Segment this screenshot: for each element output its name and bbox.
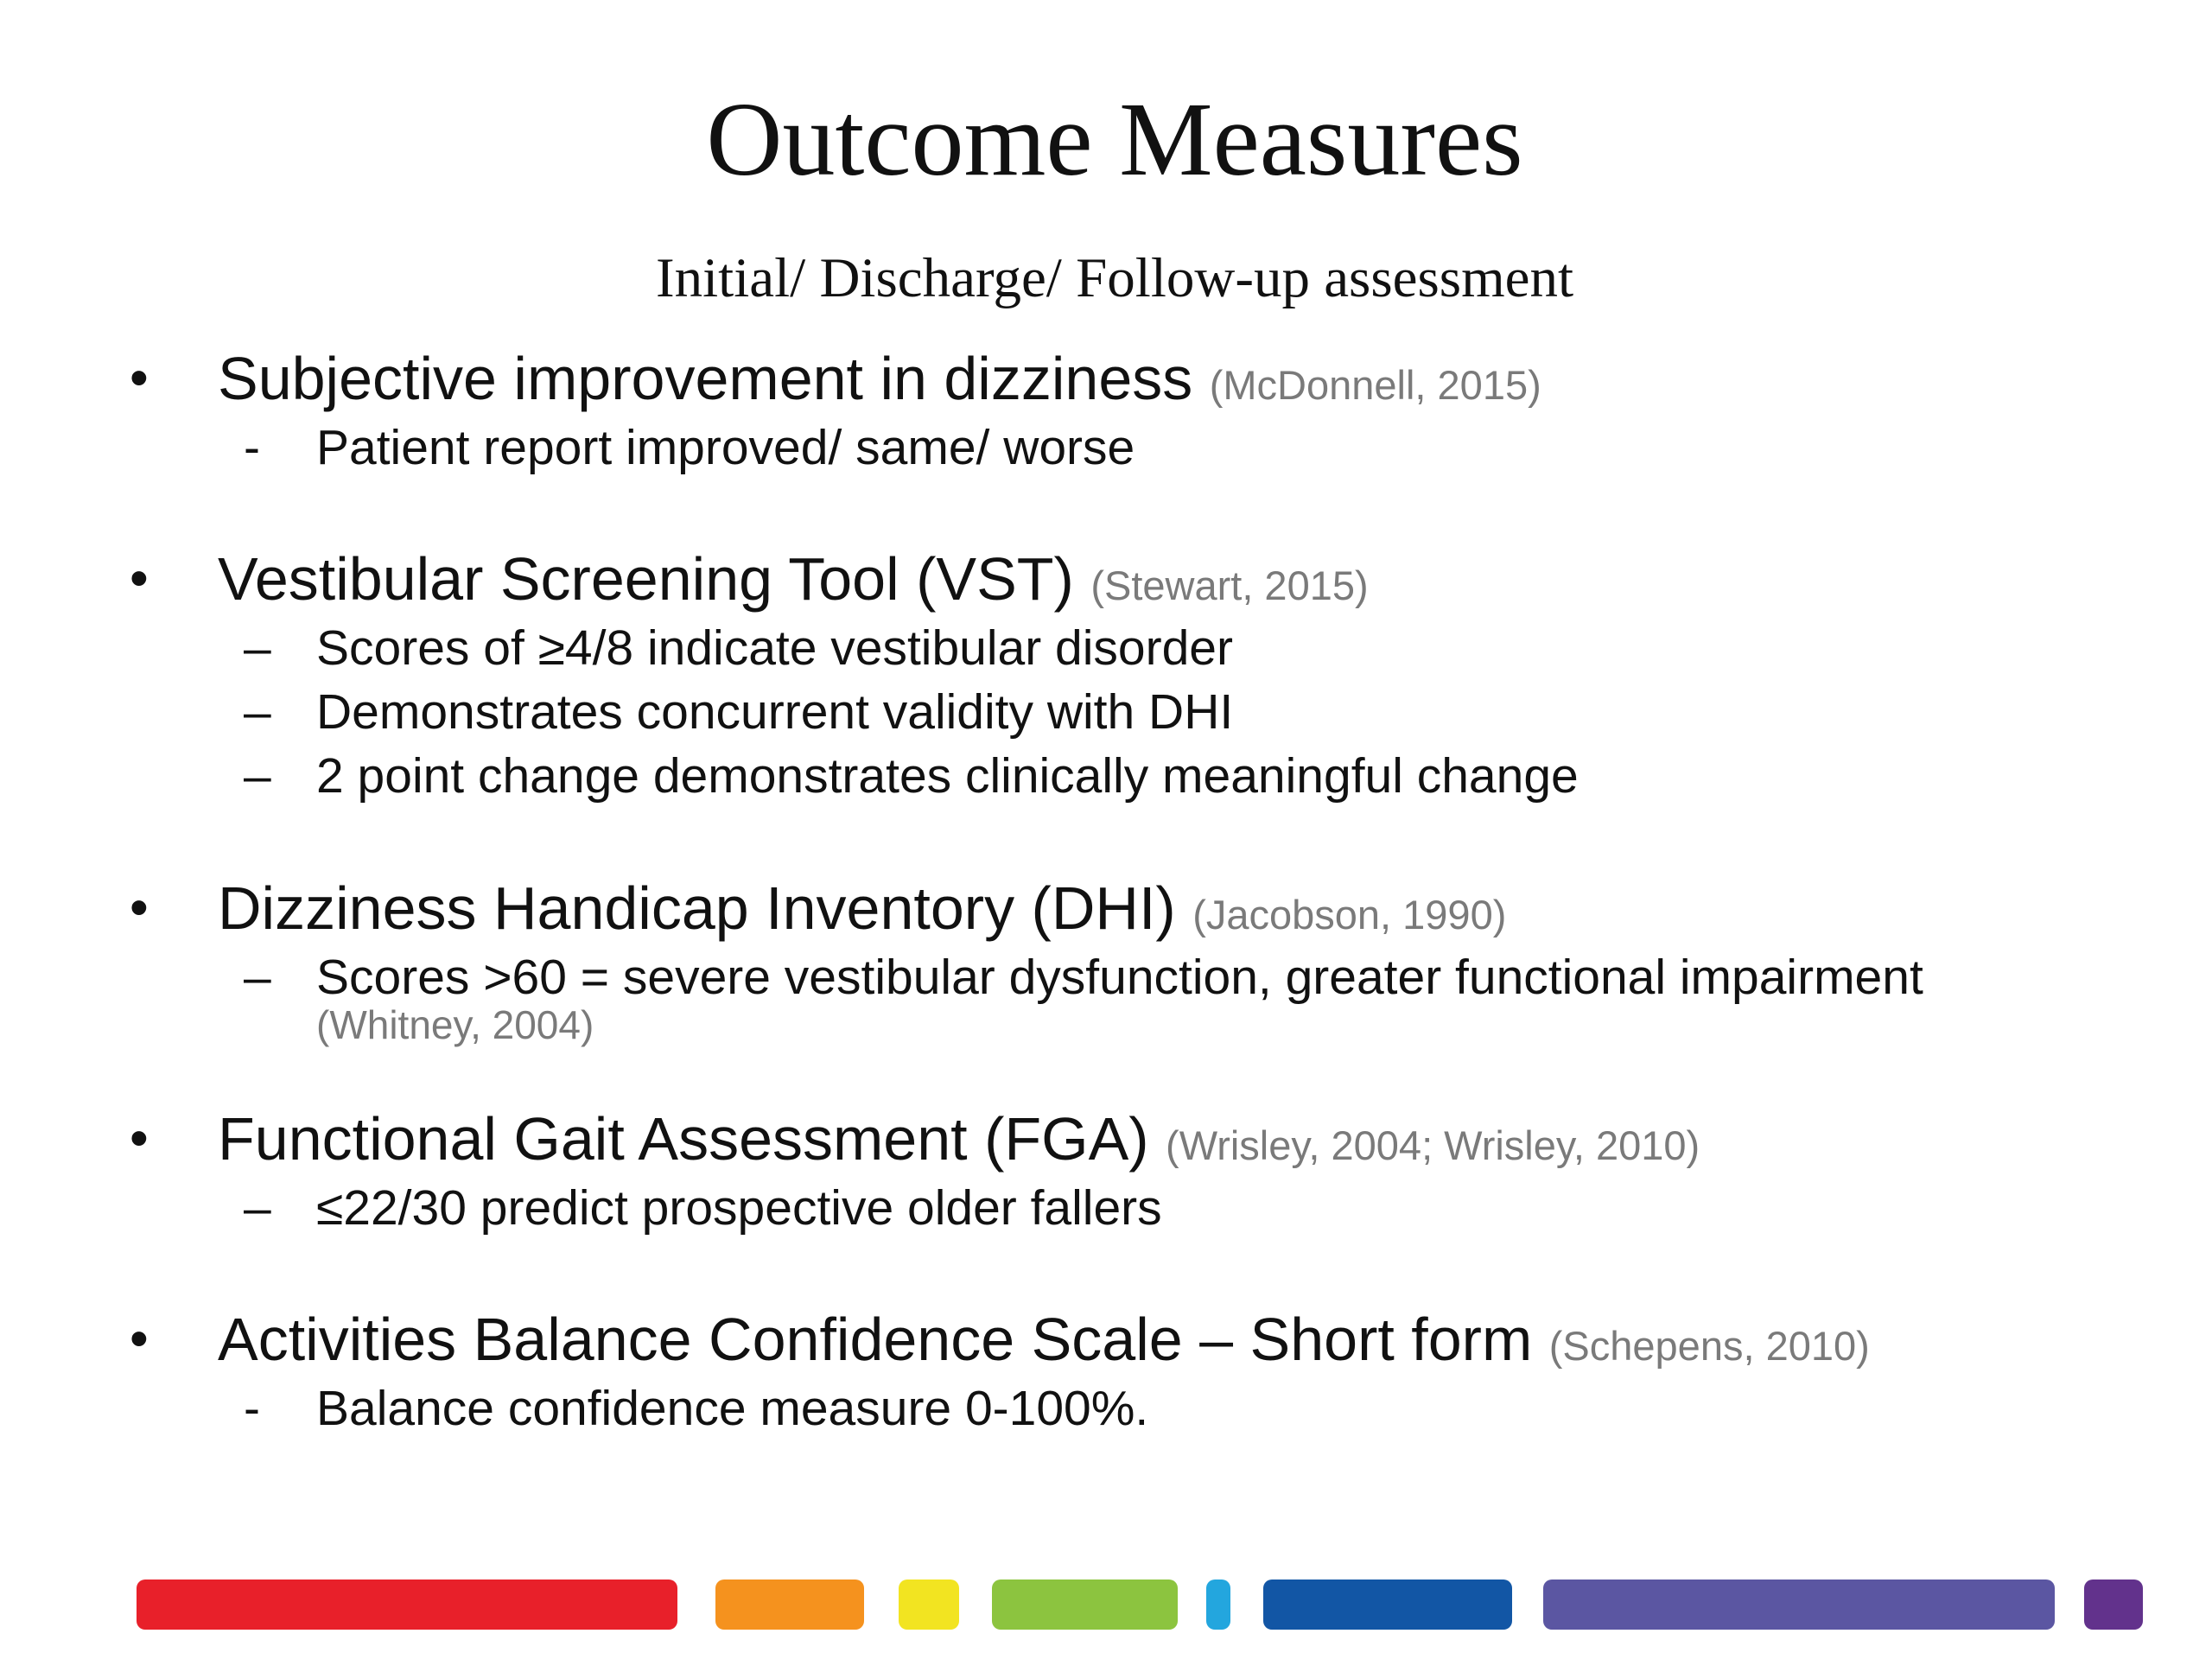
footer-bar-blue: [1263, 1580, 1512, 1630]
bullet-marker: •: [130, 549, 149, 608]
sub-item-marker: –: [244, 950, 271, 1005]
sub-item-text: 2 point change demonstrates clinically meaningful change: [316, 748, 1579, 804]
footer-bar-indigo: [1543, 1580, 2055, 1630]
bullet-heading: [218, 544, 1369, 620]
sub-item-marker: –: [244, 620, 271, 676]
sub-item-text: Scores of ≥4/8 indicate vestibular disorder: [316, 620, 1233, 676]
bullet-heading-text: Dizziness Handicap Inventory (DHI): [218, 874, 1176, 942]
footer-color-bars: [0, 1580, 2212, 1633]
footer-bar-green: [992, 1580, 1178, 1630]
bullet-heading: [218, 1104, 1700, 1180]
bullet-citation: (Stewart, 2015): [1090, 563, 1369, 608]
bullet-citation: (McDonnell, 2015): [1209, 362, 1541, 408]
bullet-marker: •: [130, 878, 149, 938]
sub-item-marker: –: [244, 1180, 271, 1236]
bullet-heading-text: Vestibular Screening Tool (VST): [218, 545, 1074, 613]
bullet-heading: [218, 874, 1506, 950]
sub-item-marker: –: [244, 748, 271, 804]
footer-bar-orange: [715, 1580, 864, 1630]
sub-item-marker: -: [244, 1381, 260, 1436]
footer-bar-yellow: [899, 1580, 959, 1630]
sub-item-citation: (Whitney, 2004): [316, 1002, 594, 1047]
bullet-citation: (Jacobson, 1990): [1192, 892, 1507, 938]
slide-subtitle: Initial/ Discharge/ Follow-up assessment: [655, 247, 1574, 309]
bullet-marker: •: [130, 1109, 149, 1168]
bullet-heading: [218, 1305, 1870, 1381]
sub-item-marker: –: [244, 684, 271, 740]
slide-title: Outcome Measures: [706, 81, 1523, 198]
bullet-citation: (Wrisley, 2004; Wrisley, 2010): [1166, 1122, 1700, 1168]
bullet-marker: •: [130, 348, 149, 408]
sub-item-text: Scores >60 = severe vestibular dysfunction, greater functional impairment: [316, 950, 1923, 1005]
bullet-heading-text: Activities Balance Confidence Scale – Short form: [218, 1306, 1533, 1373]
bullet-citation: (Schepens, 2010): [1548, 1323, 1870, 1369]
footer-bar-light-blue: [1206, 1580, 1230, 1630]
footer-bar-purple: [2084, 1580, 2143, 1630]
sub-item-text: Demonstrates concurrent validity with DHI: [316, 684, 1234, 740]
bullet-heading-text: Subjective improvement in dizziness: [218, 345, 1193, 412]
bullet-marker: •: [130, 1309, 149, 1369]
sub-item-marker: -: [244, 420, 260, 475]
bullet-heading-text: Functional Gait Assessment (FGA): [218, 1105, 1149, 1173]
bullet-heading: [218, 344, 1541, 420]
sub-item-text: ≤22/30 predict prospective older fallers: [316, 1180, 1162, 1236]
footer-bar-red: [137, 1580, 677, 1630]
sub-item-text: Balance confidence measure 0-100%.: [316, 1381, 1149, 1436]
sub-item-text: Patient report improved/ same/ worse: [316, 420, 1135, 475]
